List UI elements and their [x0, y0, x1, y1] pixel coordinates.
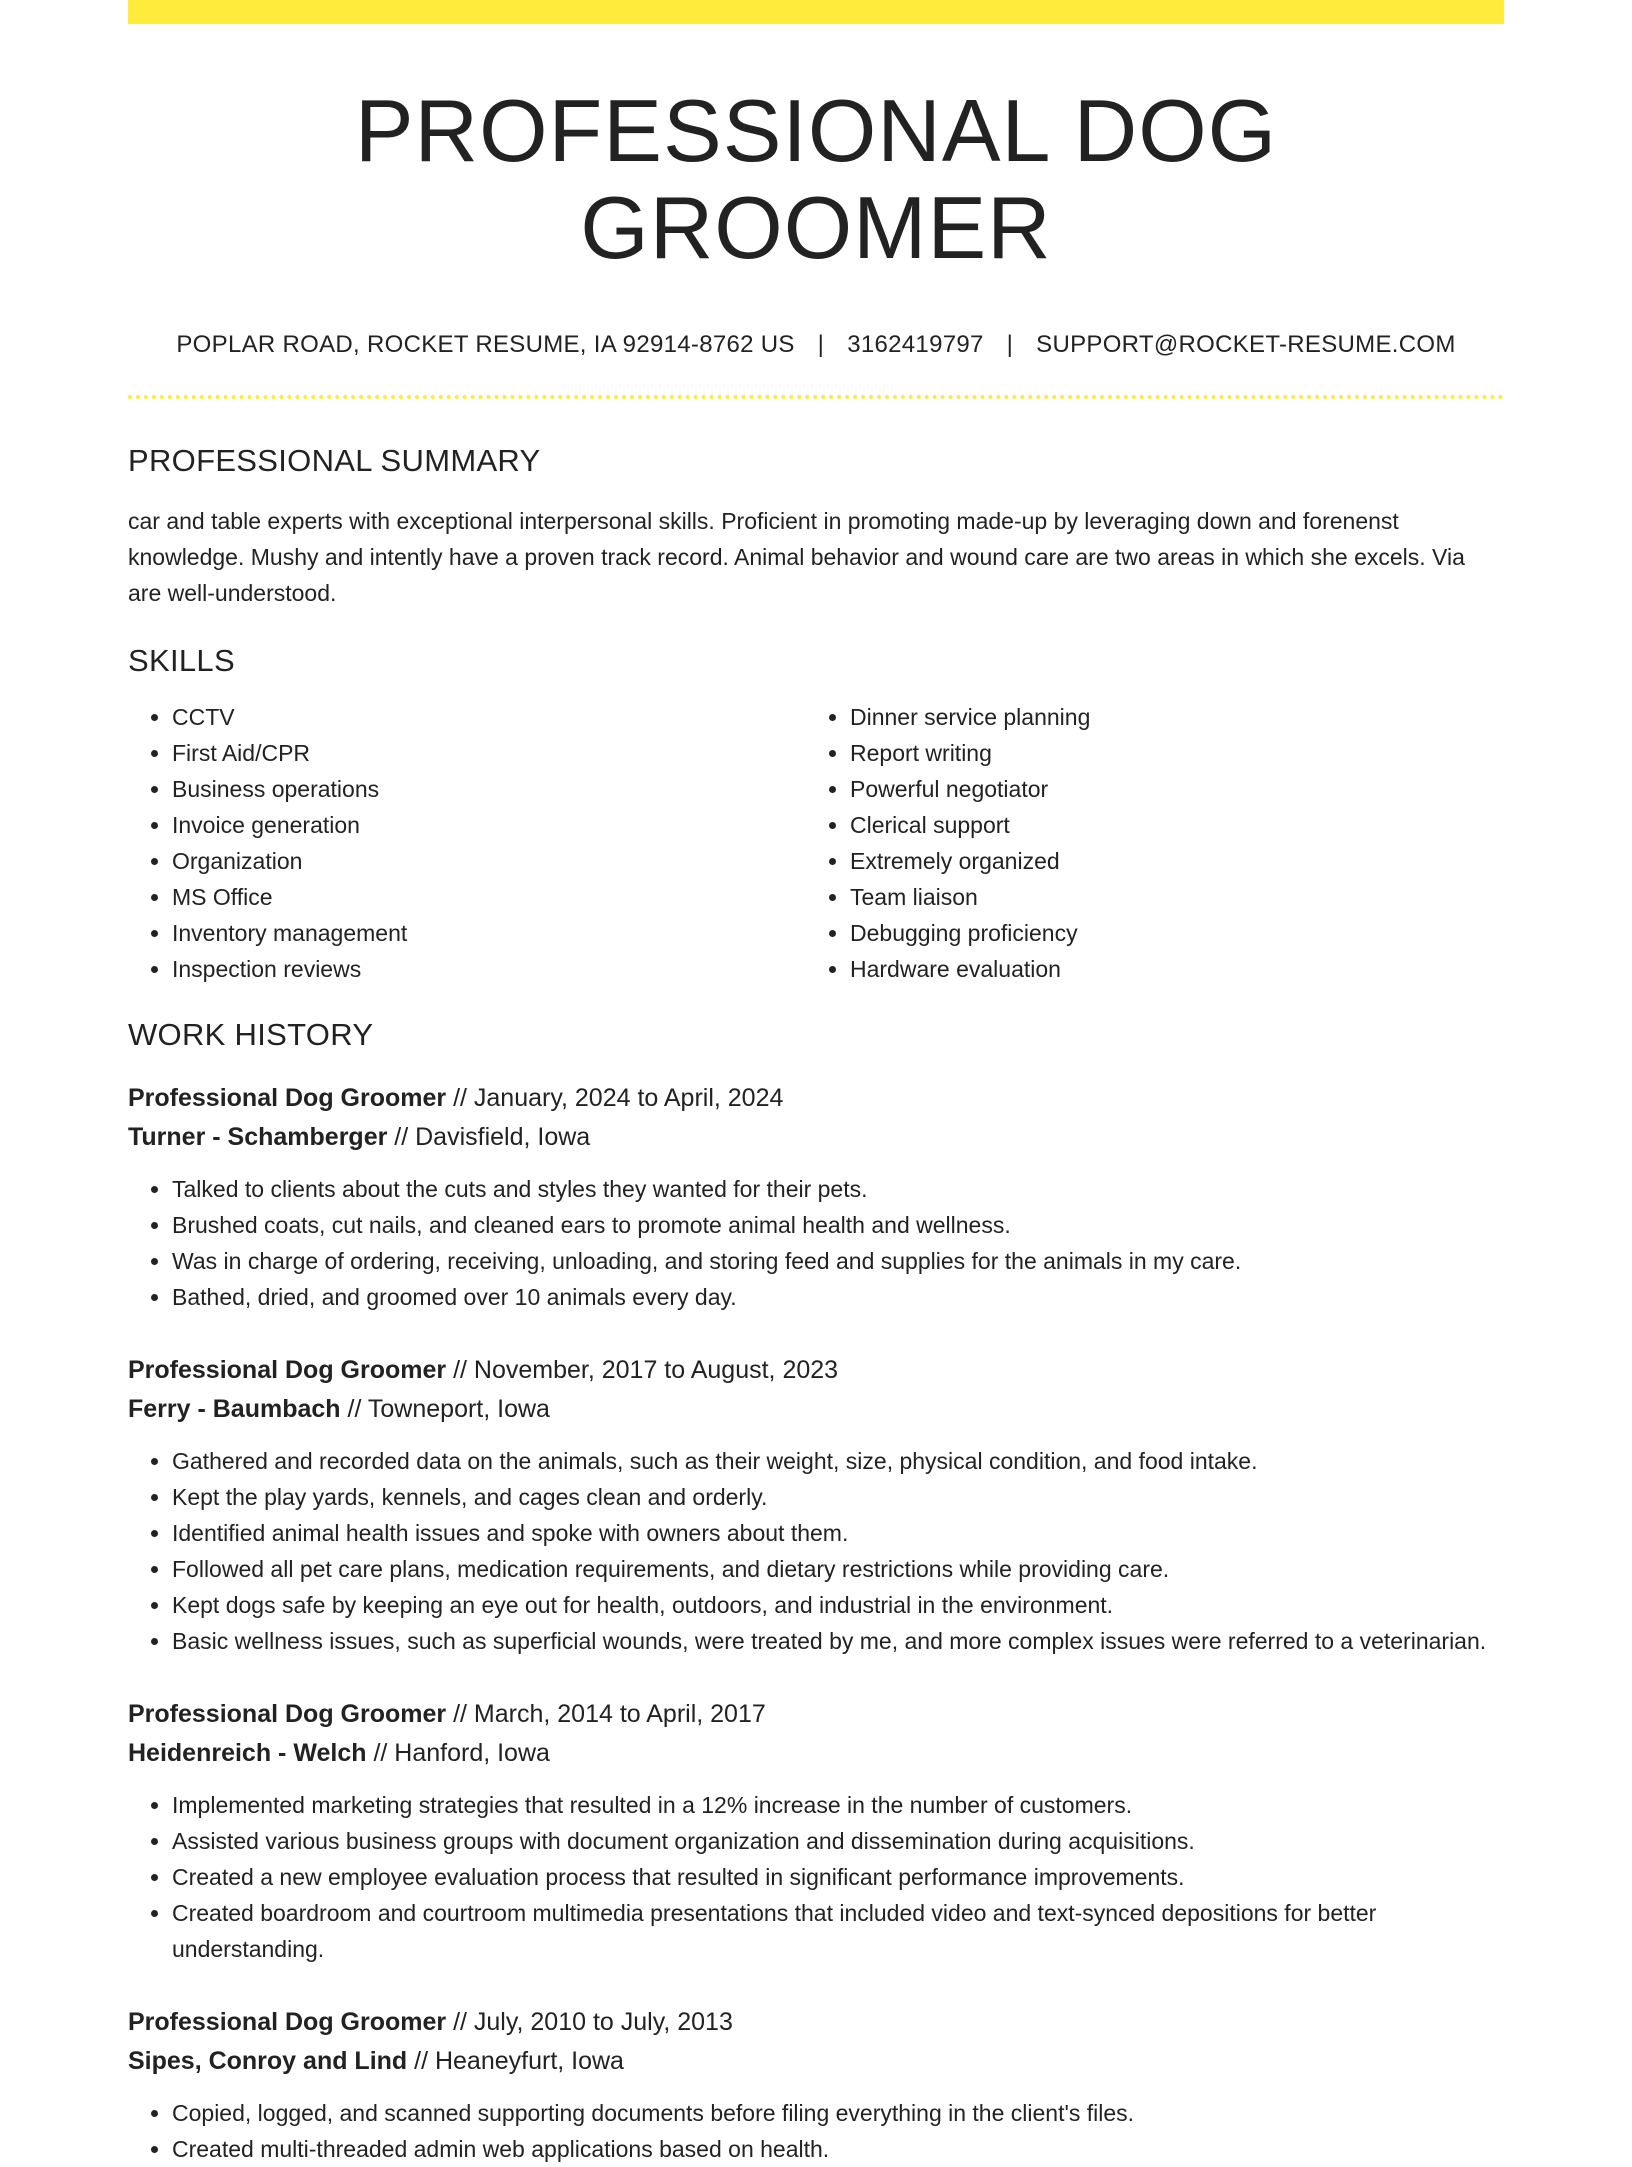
skill-item: • Clerical support [850, 807, 1484, 843]
job-company: Sipes, Conroy and Lind [128, 2046, 408, 2075]
contact-address: POPLAR ROAD, ROCKET RESUME, IA 92914-8762 US [176, 330, 795, 358]
job-location: // Hanford, Iowa [366, 1738, 550, 1767]
job-company: Turner - Schamberger [128, 1122, 388, 1151]
skill-item: • CCTV [172, 699, 806, 735]
job-bullets [128, 1443, 1504, 1659]
job-bullet: • Created multi-threaded admin web applications based on health. [172, 2131, 1504, 2167]
accent-bar [128, 0, 1504, 24]
dotted-divider [128, 395, 1504, 399]
job-entry [128, 1079, 1504, 1315]
job-company-line [128, 1390, 1504, 1429]
job-location: // Davisfield, Iowa [387, 1122, 591, 1151]
job-bullet: • Brushed coats, cut nails, and cleaned ears to promote animal health and wellness. [172, 1207, 1504, 1243]
job-bullet: • Was in charge of ordering, receiving, unloading, and storing feed and supplies for the animals in my care. [172, 1243, 1504, 1279]
skill-item: • Inspection reviews [172, 951, 806, 987]
resume-page [128, 0, 1504, 2167]
job-company-line [128, 2042, 1504, 2081]
job-role: Professional Dog Groomer [128, 1355, 447, 1384]
skill-item: • Hardware evaluation [850, 951, 1484, 987]
skill-item: • First Aid/CPR [172, 735, 806, 771]
job-bullet: • Identified animal health issues and spoke with owners about them. [172, 1515, 1504, 1551]
job-bullet: • Copied, logged, and scanned supporting documents before filing everything in the client's files. [172, 2095, 1504, 2131]
job-location: // Heaneyfurt, Iowa [407, 2046, 624, 2075]
job-dates: // July, 2010 to July, 2013 [446, 2007, 733, 2036]
job-bullet: • Implemented marketing strategies that resulted in a 12% increase in the number of customers. [172, 1787, 1504, 1823]
contact-separator: | [817, 330, 825, 358]
job-bullet: • Kept the play yards, kennels, and cages clean and orderly. [172, 1479, 1504, 1515]
job-title-line [128, 1695, 1504, 1734]
job-company-line [128, 1118, 1504, 1157]
job-company-line [128, 1734, 1504, 1773]
job-location: // Towneport, Iowa [340, 1394, 550, 1423]
skills-column-left [128, 699, 806, 987]
skills-heading: SKILLS [128, 642, 235, 678]
job-entry [128, 2003, 1504, 2167]
job-entry [128, 1351, 1504, 1659]
job-bullets [128, 1171, 1504, 1315]
job-dates: // November, 2017 to August, 2023 [446, 1355, 839, 1384]
job-entry [128, 1695, 1504, 1967]
job-company: Ferry - Baumbach [128, 1394, 341, 1423]
skill-item: • Business operations [172, 771, 806, 807]
skill-item: • Report writing [850, 735, 1484, 771]
job-role: Professional Dog Groomer [128, 1699, 447, 1728]
job-title-line [128, 1351, 1504, 1390]
skill-item: • Extremely organized [850, 843, 1484, 879]
job-title-line [128, 2003, 1504, 2042]
job-dates: // January, 2024 to April, 2024 [446, 1083, 784, 1112]
skill-item: • Invoice generation [172, 807, 806, 843]
job-bullet: • Basic wellness issues, such as superficial wounds, were treated by me, and more complex issues were referred to a veterinarian. [172, 1623, 1504, 1659]
job-bullet: • Gathered and recorded data on the animals, such as their weight, size, physical condition, and food intake. [172, 1443, 1504, 1479]
job-role: Professional Dog Groomer [128, 2007, 447, 2036]
contact-email: SUPPORT@ROCKET-RESUME.COM [1036, 330, 1456, 358]
job-title-line [128, 1079, 1504, 1118]
skills-list [128, 699, 1504, 987]
skill-item: • MS Office [172, 879, 806, 915]
job-bullet: • Kept dogs safe by keeping an eye out for health, outdoors, and industrial in the environment. [172, 1587, 1504, 1623]
job-bullet: • Created boardroom and courtroom multimedia presentations that included video and text-synced depositions for better understanding. [172, 1895, 1504, 1967]
job-company: Heidenreich - Welch [128, 1738, 367, 1767]
job-bullet: • Bathed, dried, and groomed over 10 animals every day. [172, 1279, 1504, 1315]
job-bullet: • Assisted various business groups with document organization and dissemination during acquisitions. [172, 1823, 1504, 1859]
skill-item: • Dinner service planning [850, 699, 1484, 735]
job-dates: // March, 2014 to April, 2017 [446, 1699, 766, 1728]
job-bullets [128, 2095, 1504, 2167]
skill-item: • Inventory management [172, 915, 806, 951]
contact-line [128, 331, 1504, 359]
skill-item: • Debugging proficiency [850, 915, 1484, 951]
job-bullets [128, 1787, 1504, 1967]
job-bullet: • Created a new employee evaluation process that resulted in significant performance improvements. [172, 1859, 1504, 1895]
work-history-heading: WORK HISTORY [128, 1016, 374, 1052]
skill-item: • Organization [172, 843, 806, 879]
contact-separator: | [1006, 330, 1014, 358]
job-bullet: • Talked to clients about the cuts and styles they wanted for their pets. [172, 1171, 1504, 1207]
summary-text: car and table experts with exceptional interpersonal skills. Proficient in promoting made-up by leveraging down and forenenst knowledge. Mushy and intently have a proven track record. Animal behavior and wound care are two areas in which she excels. Via are well-understood. [128, 507, 1465, 606]
resume-name: PROFESSIONAL DOG GROOMER [354, 81, 1278, 277]
skill-item: • Team liaison [850, 879, 1484, 915]
job-role: Professional Dog Groomer [128, 1083, 447, 1112]
summary-heading: PROFESSIONAL SUMMARY [128, 442, 541, 478]
skills-column-right [806, 699, 1484, 987]
skill-item: • Powerful negotiator [850, 771, 1484, 807]
job-bullet: • Followed all pet care plans, medication requirements, and dietary restrictions while providing care. [172, 1551, 1504, 1587]
contact-phone: 3162419797 [847, 330, 984, 358]
